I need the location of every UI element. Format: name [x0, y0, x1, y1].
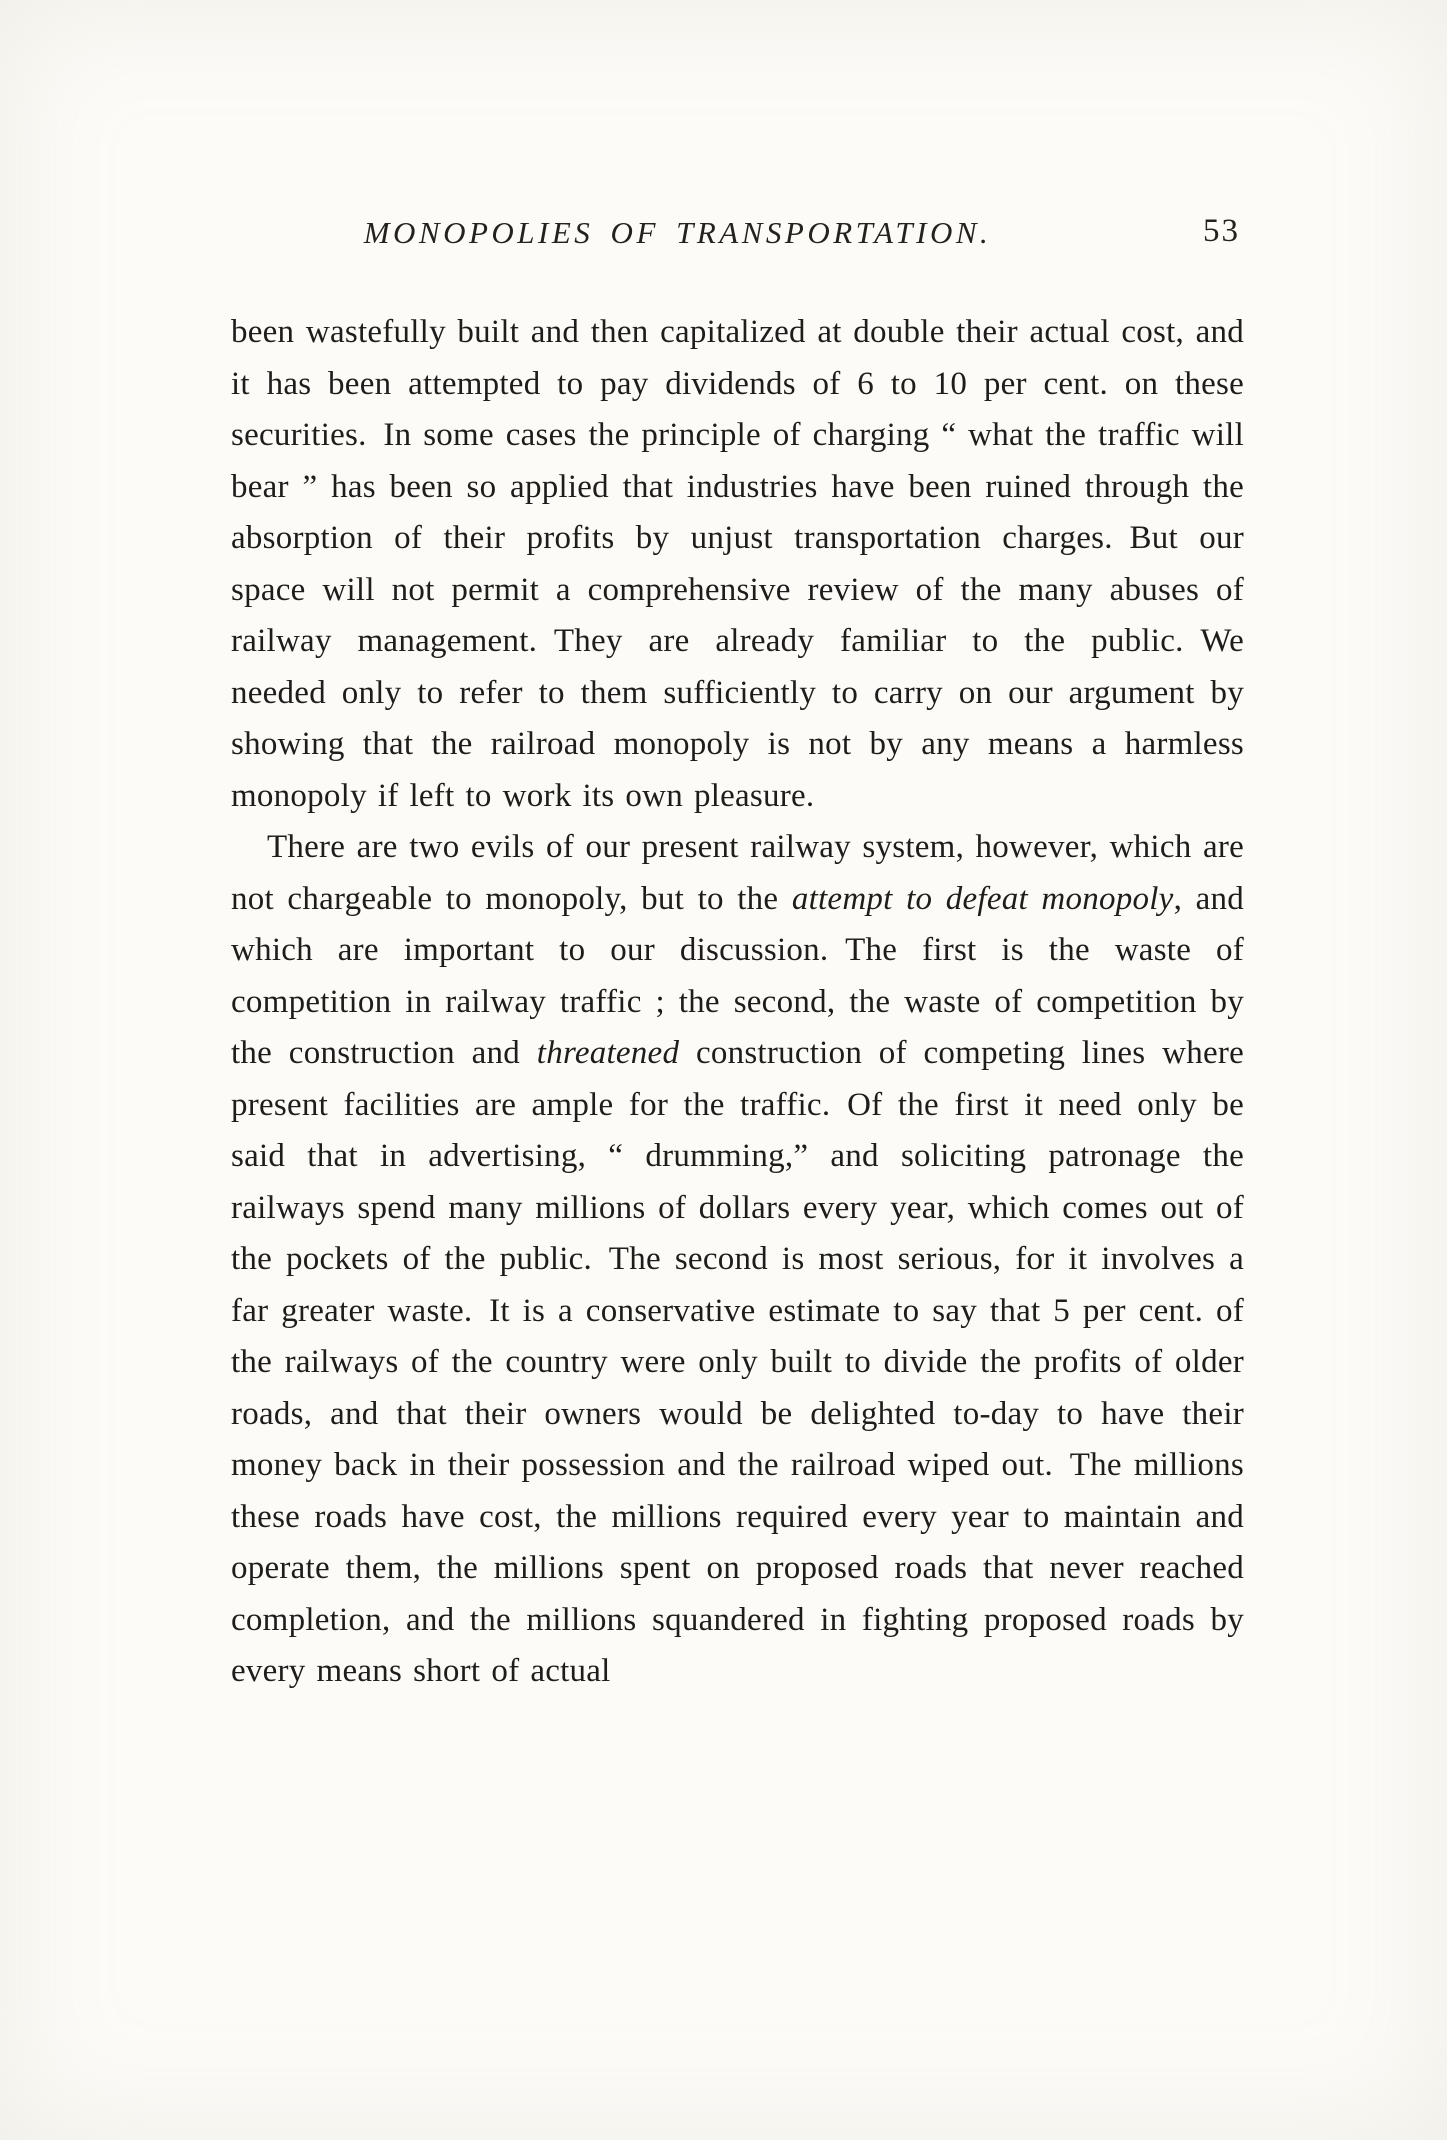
text-block	[231, 215, 1244, 1698]
italic-text: threatened	[536, 1035, 680, 1071]
text-run: There are two evils of our present railway system, however, which are not chargeable to monopoly, but to the	[231, 829, 1244, 917]
running-title: MONOPOLIES OF TRANSPORTATION.	[363, 215, 992, 250]
italic-text: attempt to defeat monopoly	[791, 880, 1174, 917]
text-run: , and which are important to our discussion. The first is the waste of competition in railway traffic ; the second, the waste of competition by the construction and	[231, 880, 1244, 1071]
text-run: been wastefully built and then capitalized at double their actual cost, and it has been attempted to pay dividends of 6 to 10 per cent. on these securities. In some cases the principle of charging “ what the traffic will bear ” has been so applied that industries have been ruined through the absorption of their profits by unjust transportation charges. But our space will not permit a comprehensive review of the many abuses of railway management. They are already familiar to the public. We needed only to refer to them sufficiently to carry on our argument by showing that the railroad monopoly is not by any means a harmless monopoly if left to work its own pleasure.	[231, 314, 1244, 814]
paragraph	[231, 822, 1244, 1698]
page-header	[231, 215, 1244, 273]
text-run: construction of competing lines where present facilities are ample for the traffic. Of the first it need only be said that in advertising, “ drumming,” and soliciting patronage the railways spend many millions of dollars every year, which comes out of the pockets of the public. The second is most serious, for it involves a far greater waste. It is a conservative estimate to say that 5 per cent. of the railways of the country were only built to divide the profits of older roads, and that their owners would be delighted to-day to have their money back in their possession and the railroad wiped out. The millions these roads have cost, the millions required every year to maintain and operate them, the millions spent on proposed roads that never reached completion, and the millions squandered in fighting proposed roads by every means short of actual	[231, 1035, 1244, 1689]
body-text	[231, 307, 1244, 1698]
page-number: 53	[1203, 213, 1240, 249]
paragraph	[231, 307, 1244, 822]
